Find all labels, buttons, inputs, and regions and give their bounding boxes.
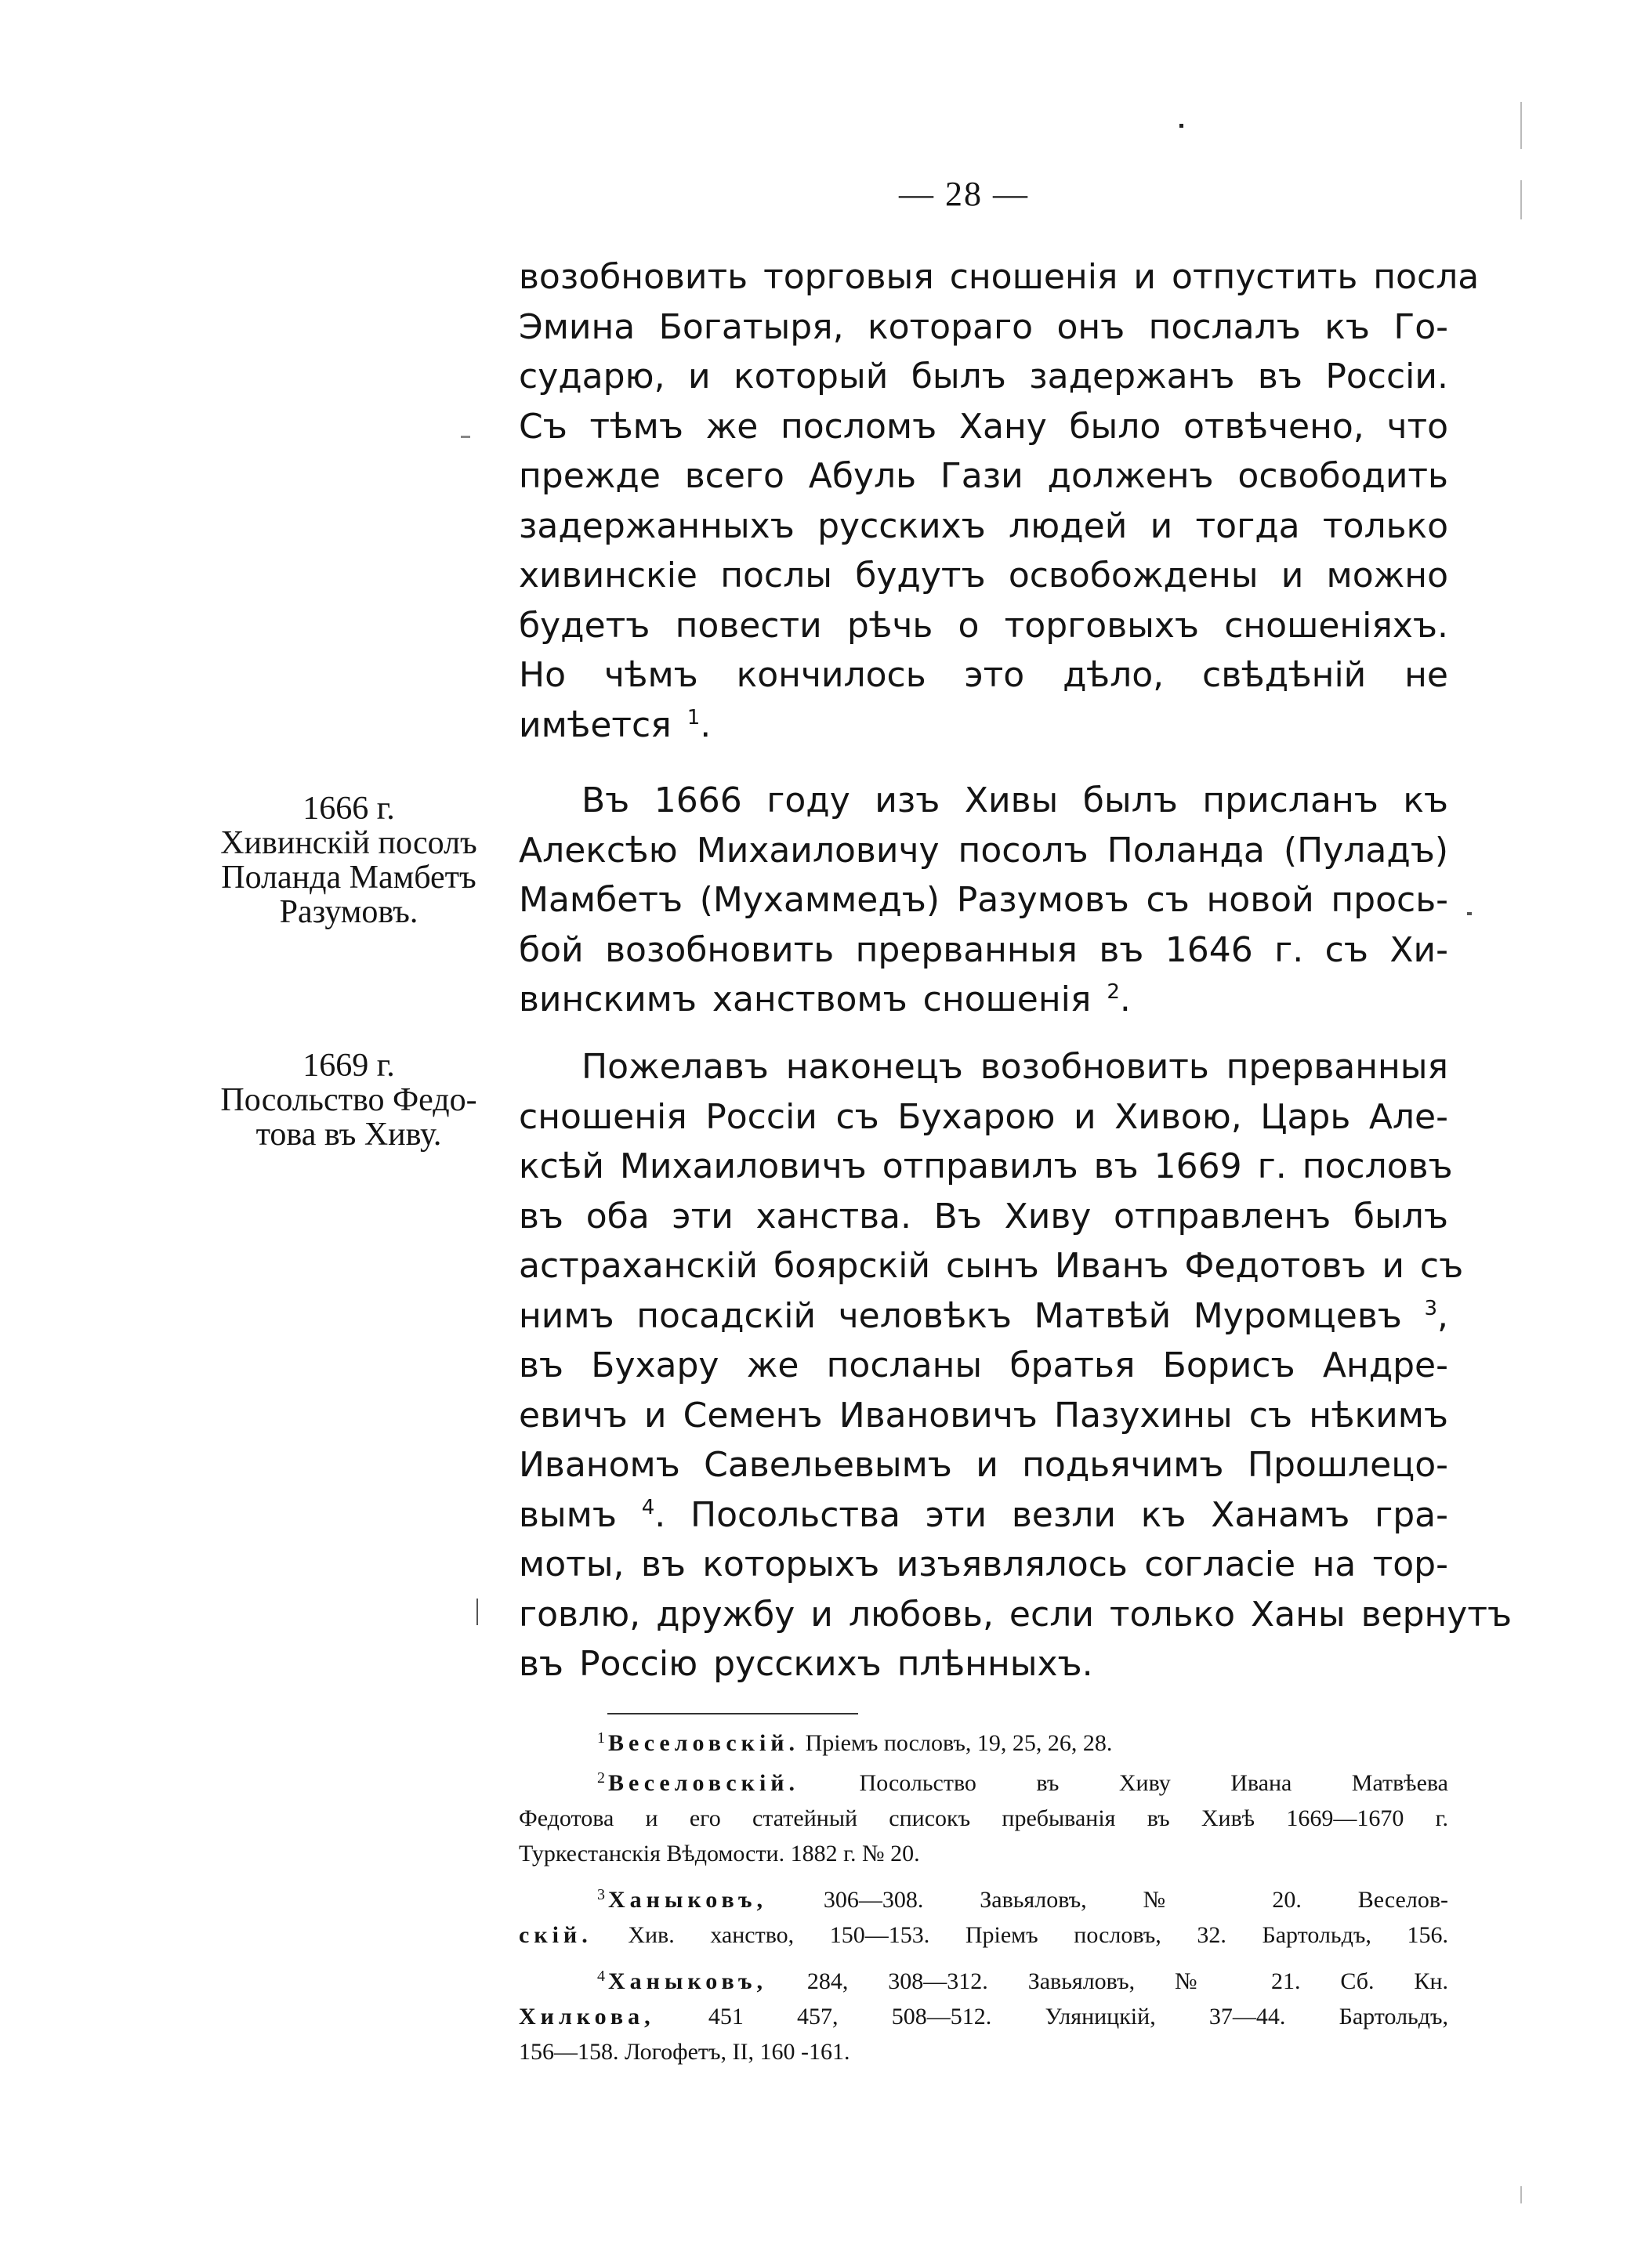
footnote-number: 3 (597, 1886, 605, 1903)
footnote-separator (607, 1713, 858, 1714)
margin-note-line: това въ Хиву. (255, 1117, 442, 1153)
scan-speck (1520, 2186, 1522, 2203)
text-line: задержанныхъ русскихъ людей и тогда только (519, 505, 1448, 546)
text-line: въ Бухару же посланы братья Борисъ Андре- (519, 1345, 1448, 1385)
footnote-text: 451 457, 508—512. Уляницкій, 37—44. Бартольдъ, (654, 2004, 1448, 2029)
text-line: прежде всего Абуль Гази долженъ освободить (519, 456, 1448, 496)
footnotes (519, 1721, 1448, 2069)
margin-note-1666 (184, 791, 513, 929)
text-line: астраханскій боярскій сынъ Иванъ Федотовъ и съ (519, 1246, 1464, 1286)
margin-note-line: Поланда Мамбетъ (221, 860, 476, 896)
text-line: Мамбетъ (Мухаммедъ) Разумовъ съ новой прось- (519, 880, 1448, 920)
footnote-author: Ханыковъ, (608, 1968, 767, 1994)
text-line: Алексѣю Михаиловичу посолъ Поланда (Пуладъ) (519, 830, 1448, 871)
text-fragment: нимъ посадскій человѣкъ Матвѣй Муромцевъ (519, 1295, 1402, 1336)
scan-speck (1179, 124, 1183, 128)
footnote-author: Хилкова, (519, 2004, 655, 2029)
footnote-ref: 2 (1107, 980, 1120, 1004)
text-line (519, 1490, 1448, 1541)
footnote-author: скій. (519, 1922, 592, 1948)
footnote-number: 2 (597, 1769, 605, 1787)
footnote-ref: 3 (1424, 1296, 1437, 1320)
text-fragment: . Посольства эти везли къ Ханамъ гра- (654, 1494, 1448, 1535)
paragraph-3 (519, 1042, 1513, 1689)
text-line: бой возобновить прерванныя въ 1646 г. съ Хи- (519, 929, 1448, 970)
footnote-2-line: Федотова и его статейный списокъ пребыванія въ Хивѣ 1669—1670 г. (519, 1805, 1448, 1831)
scan-speck (1467, 912, 1472, 915)
text-fragment: , (1436, 1295, 1448, 1336)
text-line: возобновить торговыя сношенія и отпустить посла (519, 257, 1480, 297)
text-fragment: вымъ (519, 1494, 617, 1535)
text-line (519, 975, 1448, 1025)
margin-note-line: Разумовъ. (279, 894, 418, 930)
text-line: моты, въ которыхъ изъявлялось согласіе на тор- (519, 1544, 1448, 1584)
footnote-text: Пріемъ пословъ, 19, 25, 26, 28. (799, 1730, 1113, 1756)
text-line: Иваномъ Савельевымъ и подьячимъ Прошлецо- (519, 1445, 1448, 1485)
text-line: Пожелавъ наконецъ возобновить прерванныя (581, 1047, 1448, 1087)
footnote-2 (519, 1761, 1448, 1801)
scan-speck (1520, 180, 1522, 219)
text-fragment: . (1119, 979, 1131, 1019)
footnote-3 (519, 1877, 1448, 1917)
footnote-2-line: Туркестанскія Вѣдомости. 1882 г. № 20. (519, 1841, 920, 1867)
text-line: ксѣй Михаиловичъ отправилъ въ 1669 г. пословъ (519, 1146, 1453, 1186)
footnote-ref: 1 (687, 705, 701, 730)
footnote-4-line (519, 1999, 1448, 2034)
footnote-text: Посольство въ Хиву Ивана Матвѣева (799, 1770, 1448, 1796)
text-fragment: винскимъ ханствомъ сношенія (519, 979, 1092, 1019)
text-fragment: . (700, 704, 712, 745)
text-line: въ оба эти ханства. Въ Хиву отправленъ былъ (519, 1196, 1448, 1237)
footnote-text: 284, 308—312. Завьяловъ, № 21. Сб. Кн. (766, 1968, 1448, 1994)
footnote-text: 306—308. Завьяловъ, № 20. Веселов- (766, 1887, 1448, 1913)
margin-note-year: 1669 г. (303, 1048, 395, 1084)
margin-note-year: 1666 г. (303, 791, 395, 827)
text-line: Эмина Богатыря, котораго онъ послалъ къ Го- (519, 306, 1448, 347)
text-line: говлю, дружбу и любовь, если только Ханы вернутъ (519, 1594, 1513, 1635)
footnote-ref: 4 (641, 1495, 655, 1519)
footnote-4-line: 156—158. Логофетъ, II, 160 -161. (519, 2039, 850, 2065)
footnote-author: Веселовскій. (608, 1770, 800, 1796)
text-line: въ Россію русскихъ плѣнныхъ. (519, 1644, 1093, 1684)
footnote-text: Хив. ханство, 150—153. Пріемъ пословъ, 32. Бартольдъ, 156. (592, 1922, 1448, 1948)
footnote-number: 4 (597, 1968, 605, 1985)
scan-speck (476, 1599, 478, 1625)
text-line (519, 1291, 1448, 1342)
margin-note-line: Хивинскій посолъ (220, 825, 477, 861)
text-fragment: имѣется (519, 704, 672, 745)
text-line: хивинскіе послы будутъ освобождены и можно (519, 556, 1448, 596)
scan-speck (1520, 102, 1522, 149)
footnote-4 (519, 1959, 1448, 1999)
paragraph-2 (519, 776, 1448, 1025)
text-line: евичъ и Семенъ Ивановичъ Пазухины съ нѣкимъ (519, 1395, 1448, 1436)
footnote-author: Ханыковъ, (608, 1887, 767, 1913)
text-line: Но чѣмъ кончилось это дѣло, свѣдѣній не (519, 655, 1448, 695)
scan-speck (461, 436, 470, 438)
footnote-1 (519, 1721, 1448, 1761)
text-line: будетъ повести рѣчь о торговыхъ сношеніяхъ. (519, 605, 1448, 646)
margin-note-1669 (184, 1048, 513, 1152)
text-line (519, 701, 1448, 751)
footnote-3-line (519, 1917, 1448, 1953)
text-line: Съ тѣмъ же посломъ Хану было отвѣчено, что (519, 406, 1448, 447)
text-line: сношенія Россіи съ Бухарою и Хивою, Царь Але- (519, 1096, 1448, 1137)
paragraph-1 (519, 252, 1480, 750)
footnote-author: Веселовскій. (608, 1730, 800, 1756)
footnote-number: 1 (597, 1729, 605, 1747)
page-number: — 28 — (899, 175, 1029, 213)
text-line: Въ 1666 году изъ Хивы былъ присланъ къ (581, 780, 1448, 820)
margin-note-line: Посольство Федо- (220, 1082, 477, 1118)
text-line: сударю, и который былъ задержанъ въ Россіи. (519, 357, 1448, 396)
